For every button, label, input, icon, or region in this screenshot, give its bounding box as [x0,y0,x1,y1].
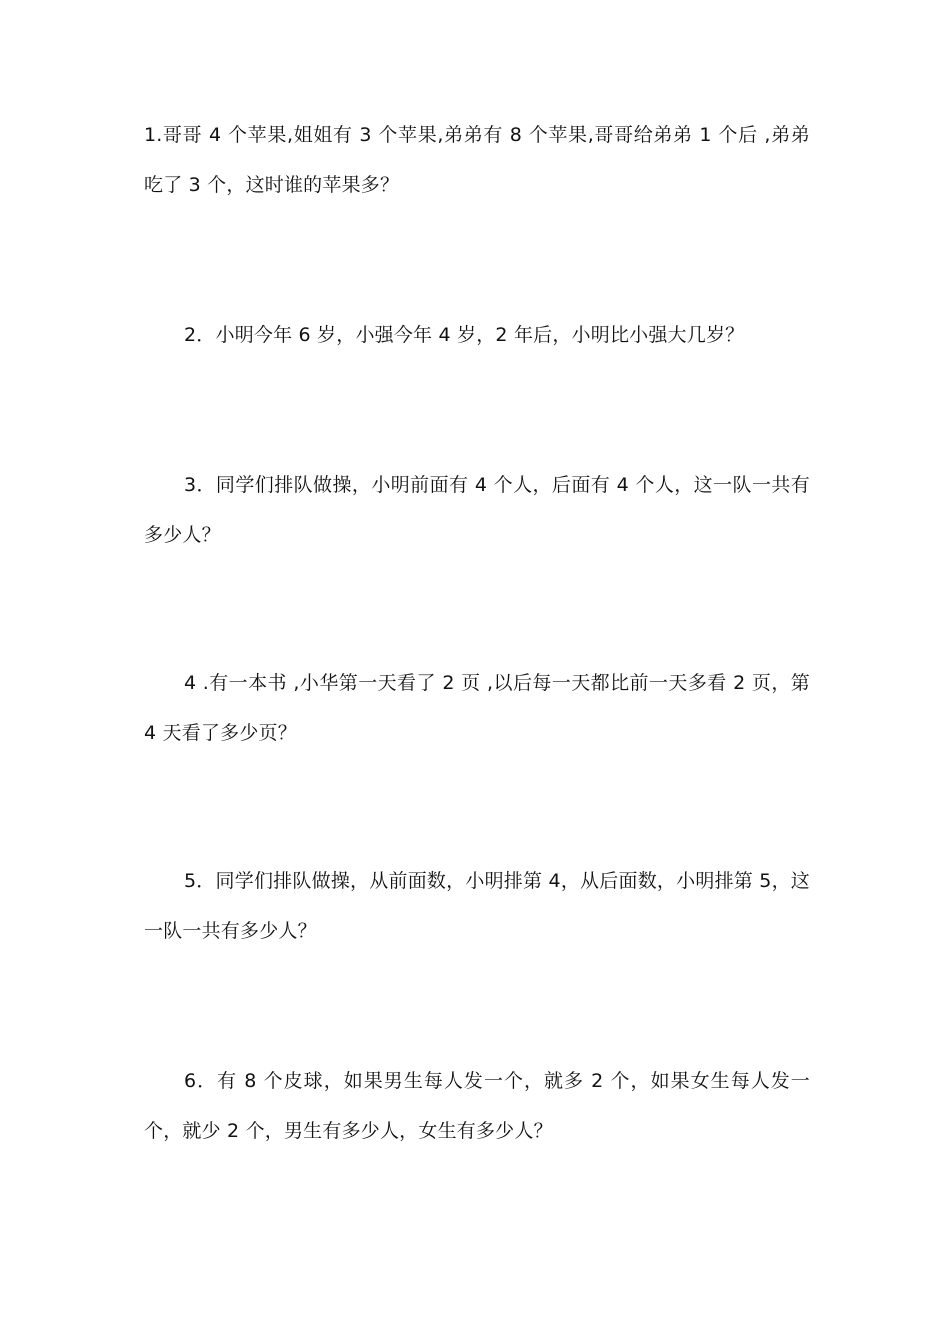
question-6: 6．有 8 个皮球，如果男生每人发一个，就多 2 个，如果女生每人发一个，就少 2 个，男生有多少人，女生有多少人？ [144,1070,810,1142]
question-2: 2．小明今年 6 岁，小强今年 4 岁，2 年后，小明比小强大几岁？ [184,324,745,346]
question-1: 1.哥哥 4 个苹果,姐姐有 3 个苹果,弟弟有 8 个苹果,哥哥给弟弟 1 个后 ,弟弟吃了 3 个，这时谁的苹果多？ [144,124,810,196]
question-3: 3．同学们排队做操，小明前面有 4 个人，后面有 4 个人，这一队一共有多少人？ [144,474,810,546]
question-5: 5．同学们排队做操，从前面数，小明排第 4，从后面数，小明排第 5，这一队一共有多少人？ [144,870,810,942]
question-4: 4 .有一本书 ,小华第一天看了 2 页 ,以后每一天都比前一天多看 2 页，第 4 天看了多少页？ [144,672,810,744]
